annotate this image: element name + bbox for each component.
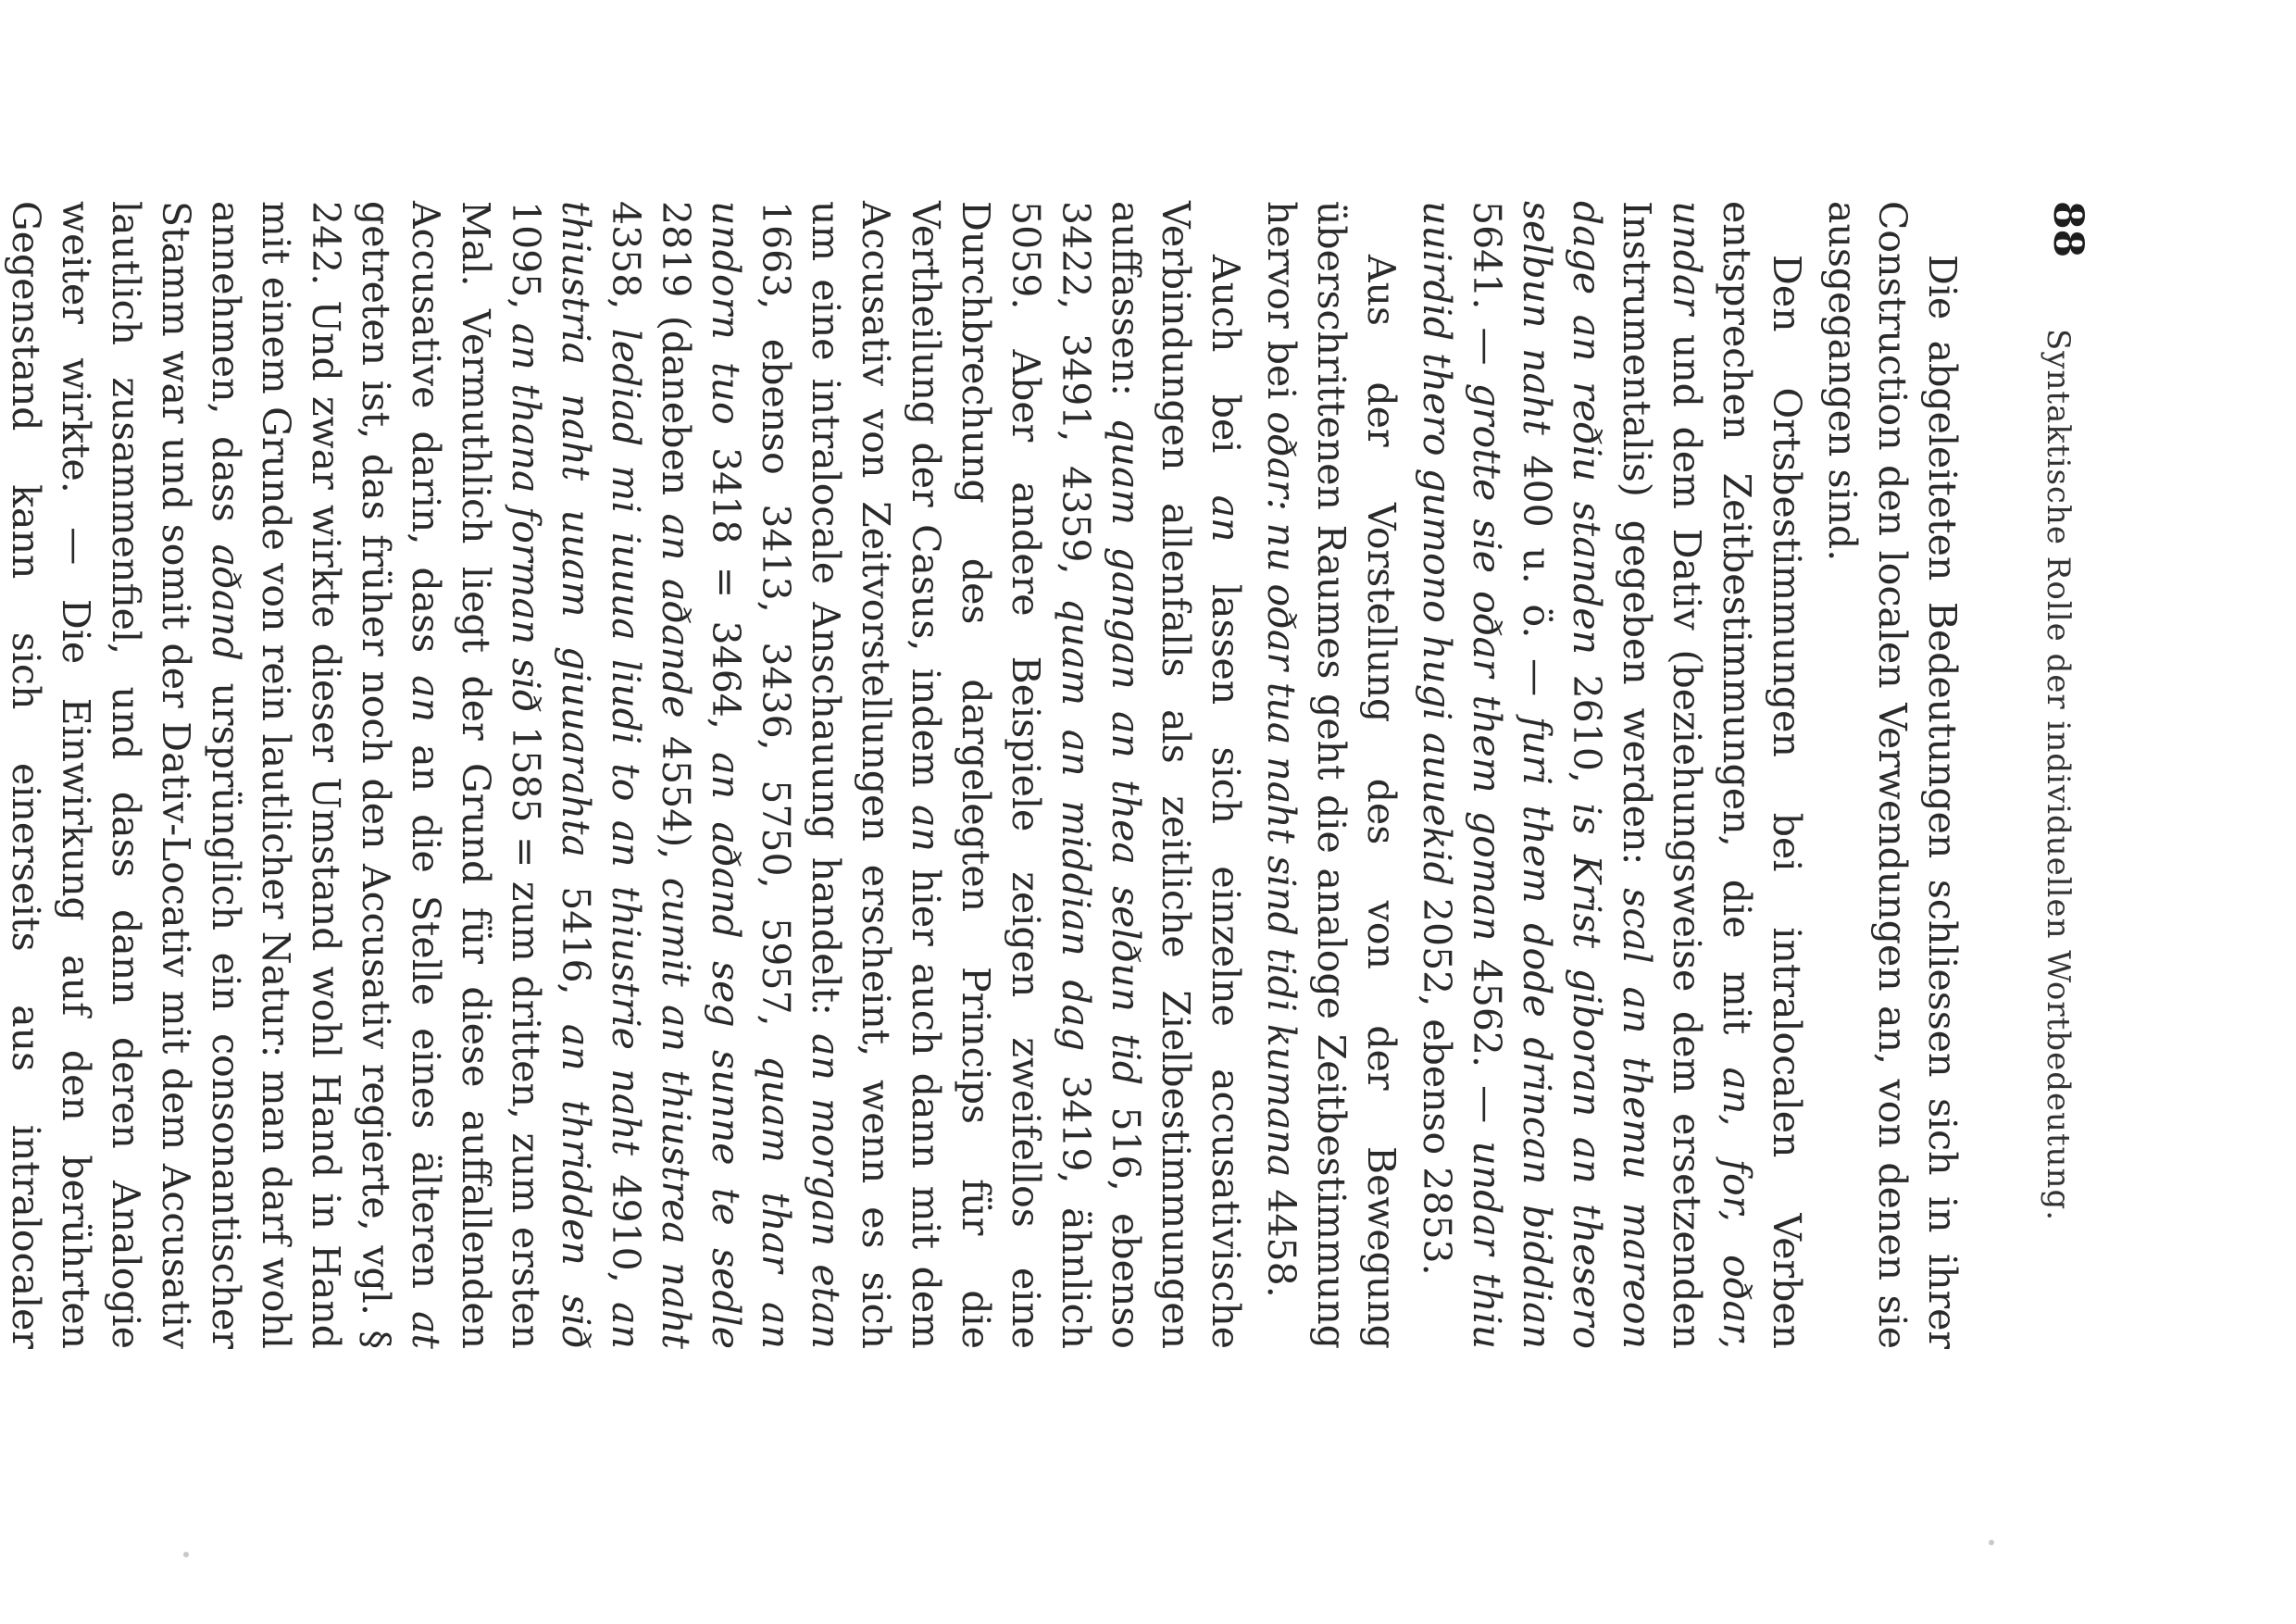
paragraph-text: 3419, ähnlich 5059. Aber andere Beispiele zeigen zweifellos eine Durchbrechung des dargelegten Princips für die Vertheilung der Casus, indem: [904, 201, 1098, 1349]
paragraph-text: 2610,: [1565, 655, 1609, 804]
quoted-example: an: [904, 805, 948, 852]
quoted-example: quam thar an undorn tuo: [704, 201, 798, 1349]
paragraph-text: 5641. —: [1465, 201, 1509, 383]
page-number: 88: [2044, 201, 2091, 258]
quoted-example: grotte sie oðar them goman: [1465, 382, 1509, 942]
paragraph-text: Den Ortsbestimmungen bei intralocalen Verben entsprechen Zeitbestimmungen, die mit: [1715, 201, 1809, 1349]
paragraph-text: getreten ist, das früher noch den Accusativ regierte, vgl. § 242. Und zwar wirkte dieser Umstand wohl Hand in Hand mit einem Grunde von rein lautlicher Natur: man darf wohl annehmen, dass: [204, 201, 398, 1349]
quoted-example: scal an themu mareon dage an reðiu standen: [1565, 201, 1659, 1349]
quoted-example: cumit an thiustrea naht: [654, 877, 698, 1349]
paragraph-text: lassen sich einzelne accusativische Verbindungen allenfalls als zeitliche Zielbestimmungen auffassen:: [1104, 201, 1248, 1349]
paragraph-text: 4562. —: [1465, 941, 1509, 1142]
paragraph-text: 400 u. ö. —: [1515, 434, 1559, 717]
quoted-example: an thridden sið: [554, 1023, 598, 1349]
quoted-example: lediad mi iuuua liudi to an thiustrie naht: [604, 328, 648, 1156]
paragraph-text: 4554),: [654, 718, 698, 878]
paragraph-text: 1663, ebenso 3413, 3436, 5750, 5957,: [754, 201, 798, 1056]
paragraph-text: Aus der Vorstellung des von der Bewegung überschrittenen Raumes geht die analoge Zeitbestimmung hervor bei: [1259, 201, 1404, 1349]
paragraph-text: 5416,: [554, 856, 598, 1024]
paragraph-text: ursprünglich ein consonantischer Stamm war und somit der Dativ-Locativ mit dem Accusativ lautlich zusammenfiel, und dass dann deren Analogie weiter wirkte. — Die Einwirkung auf den berührten Gegenstand kann sich einerseits aus intralocaler: [4, 201, 248, 1349]
paragraph-text: 4358,: [604, 201, 648, 329]
paragraph-text: an die Stelle eines älteren: [404, 722, 448, 1312]
quoted-example: an: [404, 675, 448, 723]
paragraph-text: hier auch dann mit dem Accusativ von Zeitvorstellungen erscheint, wenn es sich um eine intralocale Anschauung handelt:: [804, 201, 948, 1349]
paragraph: [1817, 201, 1967, 1349]
paragraph-text: 2052, ebenso 2853.: [1415, 885, 1459, 1276]
scan-speck: [1989, 1540, 1994, 1545]
page-body: [0, 201, 1967, 1349]
quoted-example: an: [1204, 494, 1248, 543]
quoted-example: an morgan etan: [804, 1033, 848, 1350]
paragraph: [1412, 201, 1812, 1349]
quoted-example: undar thiu uuirdid thero gumono hugi auuekid: [1415, 201, 1509, 1349]
paragraph-text: 4458.: [1259, 1177, 1304, 1298]
quoted-example: an, for, oðar, undar: [1665, 201, 1759, 1350]
quoted-example: at: [404, 1311, 448, 1349]
quoted-example: an aðand seg sunne te sedle: [704, 752, 748, 1349]
scan-speck: [183, 1552, 189, 1557]
quoted-example: an thiustria naht uuam giuuarahta: [554, 201, 648, 1349]
paragraph-text: Auch bei: [1204, 255, 1248, 495]
paragraph-text: 3418 = 3464,: [704, 424, 748, 753]
paragraph-text: 2819 (daneben: [654, 201, 698, 514]
paragraph-text: und dem Dativ (beziehungsweise dem ersetzenden Instrumentalis) gegeben werden:: [1615, 201, 1709, 1349]
paragraph-text: Die abgeleiteten Bedeutungen schliessen sich in ihrer Construction den localen Verwendungen an, von denen sie ausgegangen sind.: [1820, 201, 1965, 1349]
paragraph-text: 1095,: [504, 201, 548, 323]
paragraph-text: 4910,: [604, 1156, 648, 1303]
quoted-example: oðar: nu oðar tua naht sind tidi kumana: [1259, 411, 1304, 1178]
paragraph: [1256, 201, 1406, 1349]
paragraph-text: 1585 = zum dritten, zum ersten Mal. Vermuthlich liegt der Grund für diese auffallenden Accusative darin, dass: [404, 201, 548, 1349]
running-title: Syntaktische Rolle der individuellen Wortbedeutung.: [2040, 328, 2077, 1222]
quoted-example: aðand: [204, 543, 248, 661]
quoted-example: quam gangan an thea selðun tid: [1104, 418, 1148, 1086]
paragraph: [0, 201, 1251, 1349]
quoted-example: quam an middian dag: [1054, 598, 1098, 1052]
page-header: [2018, 201, 2092, 1349]
paragraph-text: 516, ebenso 3422, 3491, 4359,: [1054, 201, 1148, 1349]
quoted-example: furi them dode drincan biddian: [1515, 716, 1559, 1349]
book-page: [4, 53, 2185, 1571]
quoted-example: is Krist giboran an thesero selbun naht: [1515, 201, 1609, 1349]
quoted-example: an aðande: [654, 513, 698, 718]
quoted-example: an thana forman sið: [504, 322, 548, 713]
